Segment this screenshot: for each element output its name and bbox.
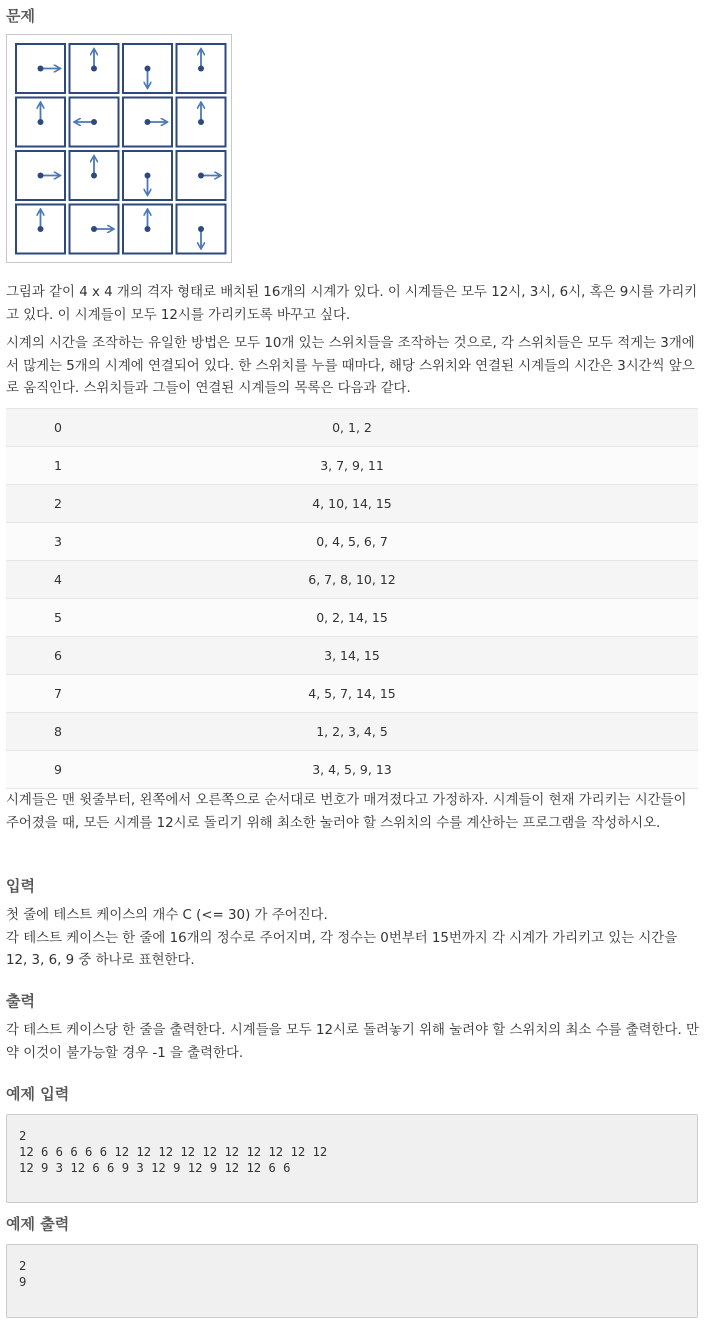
switch-clocks: 6, 7, 8, 10, 12 [116, 561, 698, 599]
clock-14 [123, 205, 172, 254]
switch-row [6, 447, 698, 485]
switch-id: 5 [6, 599, 116, 637]
switch-clocks: 0, 4, 5, 6, 7 [116, 523, 698, 561]
intro-paragraph [6, 282, 700, 327]
switch-clocks: 3, 7, 9, 11 [116, 447, 698, 485]
switch-row [6, 675, 698, 713]
switch-id: 3 [6, 523, 116, 561]
switch-id: 4 [6, 561, 116, 599]
switch-table [6, 408, 698, 789]
switch-row [6, 409, 698, 447]
clock-8 [16, 151, 65, 200]
sample-output-box[interactable]: 2 9 [6, 1244, 698, 1318]
switch-description-text: 시계의 시간을 조작하는 유일한 방법은 모두 10개 있는 스위치들을 조작하는 것으로, 각 스위치들은 모두 적게는 3개에서 많게는 5개의 시계에 연결되어 있다. 한 스위치를 누를 때마다, 해당 스위치와 연결된 시계들의 시간은 3시간씩 앞으로 움직인다. 스위치들과 그들이 연결된 시계들의 목록은 다음과 같다. [6, 336, 695, 396]
switch-clocks: 3, 4, 5, 9, 13 [116, 751, 698, 789]
clock-1 [70, 44, 119, 93]
switch-row [6, 561, 698, 599]
sample-output-heading: 예제 출력 [6, 1215, 70, 1233]
input-line: 각 테스트 케이스는 한 줄에 16개의 정수로 주어지며, 각 정수는 0번부터 15번까지 각 시계가 가리키고 있는 시간을 12, 3, 6, 9 중 하나로 표현한다. [6, 930, 678, 968]
switch-row [6, 523, 698, 561]
problem-heading: 문제 [6, 7, 35, 25]
clock-center [198, 173, 204, 179]
switch-id: 6 [6, 637, 116, 675]
clock-2 [123, 44, 172, 93]
switch-clocks: 4, 10, 14, 15 [116, 485, 698, 523]
switch-description [6, 333, 700, 401]
switch-clocks: 1, 2, 3, 4, 5 [116, 713, 698, 751]
switch-id: 1 [6, 447, 116, 485]
clock-5 [70, 98, 119, 147]
clock-11 [177, 151, 226, 200]
clock-center [38, 119, 44, 125]
clock-center [91, 66, 97, 72]
clock-3 [177, 44, 226, 93]
clock-center [145, 226, 151, 232]
switch-clocks: 3, 14, 15 [116, 637, 698, 675]
switch-id: 2 [6, 485, 116, 523]
switch-clocks: 4, 5, 7, 14, 15 [116, 675, 698, 713]
input-heading: 입력 [6, 877, 35, 895]
switch-clocks: 0, 2, 14, 15 [116, 599, 698, 637]
clock-9 [70, 151, 119, 200]
clock-center [145, 119, 151, 125]
switch-id: 7 [6, 675, 116, 713]
switch-clocks: 0, 1, 2 [116, 409, 698, 447]
switch-row [6, 637, 698, 675]
clock-4 [16, 98, 65, 147]
closing-text: 시계들은 맨 윗줄부터, 왼쪽에서 오른쪽으로 순서대로 번호가 매겨졌다고 가정하자. 시계들이 현재 가리키는 시간들이 주어졌을 때, 모든 시계를 12시로 돌리기 위해 최소한 눌러야 할 스위치의 수를 계산하는 프로그램을 작성하시오. [6, 793, 687, 831]
clock-0 [16, 44, 65, 93]
switch-id: 9 [6, 751, 116, 789]
output-heading: 출력 [6, 992, 35, 1010]
clock-center [91, 226, 97, 232]
switch-row [6, 751, 698, 789]
clock-center [91, 173, 97, 179]
clock-15 [177, 205, 226, 254]
clock-grid [7, 35, 231, 262]
closing-paragraph [6, 790, 700, 835]
clock-center [198, 226, 204, 232]
clock-center [38, 66, 44, 72]
clock-grid-figure [6, 34, 232, 263]
input-description [6, 905, 700, 973]
sample-input-box[interactable]: 2 12 6 6 6 6 6 12 12 12 12 12 12 12 12 12 12 12 9 3 12 6 6 9 3 12 9 12 9 12 12 6 6 [6, 1114, 698, 1203]
output-text: 각 테스트 케이스당 한 줄을 출력한다. 시계들을 모두 12시로 돌려놓기 위해 눌려야 할 스위치의 최소 수를 출력한다. 만약 이것이 불가능할 경우 -1 을 출력한다. [6, 1023, 699, 1061]
switch-row [6, 713, 698, 751]
switch-row [6, 599, 698, 637]
clock-10 [123, 151, 172, 200]
clock-center [145, 66, 151, 72]
intro-text: 그림과 같이 4 x 4 개의 격자 형태로 배치된 16개의 시계가 있다. 이 시계들은 모두 12시, 3시, 6시, 혹은 9시를 가리키고 있다. 이 시계들이 모두 12시를 가리키도록 바꾸고 싶다. [6, 285, 698, 323]
switch-id: 8 [6, 713, 116, 751]
input-line: 첫 줄에 테스트 케이스의 개수 C (<= 30) 가 주어진다. [6, 908, 328, 923]
clock-6 [123, 98, 172, 147]
clock-center [38, 173, 44, 179]
clock-13 [70, 205, 119, 254]
clock-12 [16, 205, 65, 254]
clock-center [91, 119, 97, 125]
clock-7 [177, 98, 226, 147]
clock-center [198, 119, 204, 125]
clock-center [38, 226, 44, 232]
clock-center [198, 66, 204, 72]
sample-input-heading: 예제 입력 [6, 1085, 70, 1103]
switch-id: 0 [6, 409, 116, 447]
switch-row [6, 485, 698, 523]
clock-center [145, 173, 151, 179]
output-description [6, 1020, 700, 1065]
